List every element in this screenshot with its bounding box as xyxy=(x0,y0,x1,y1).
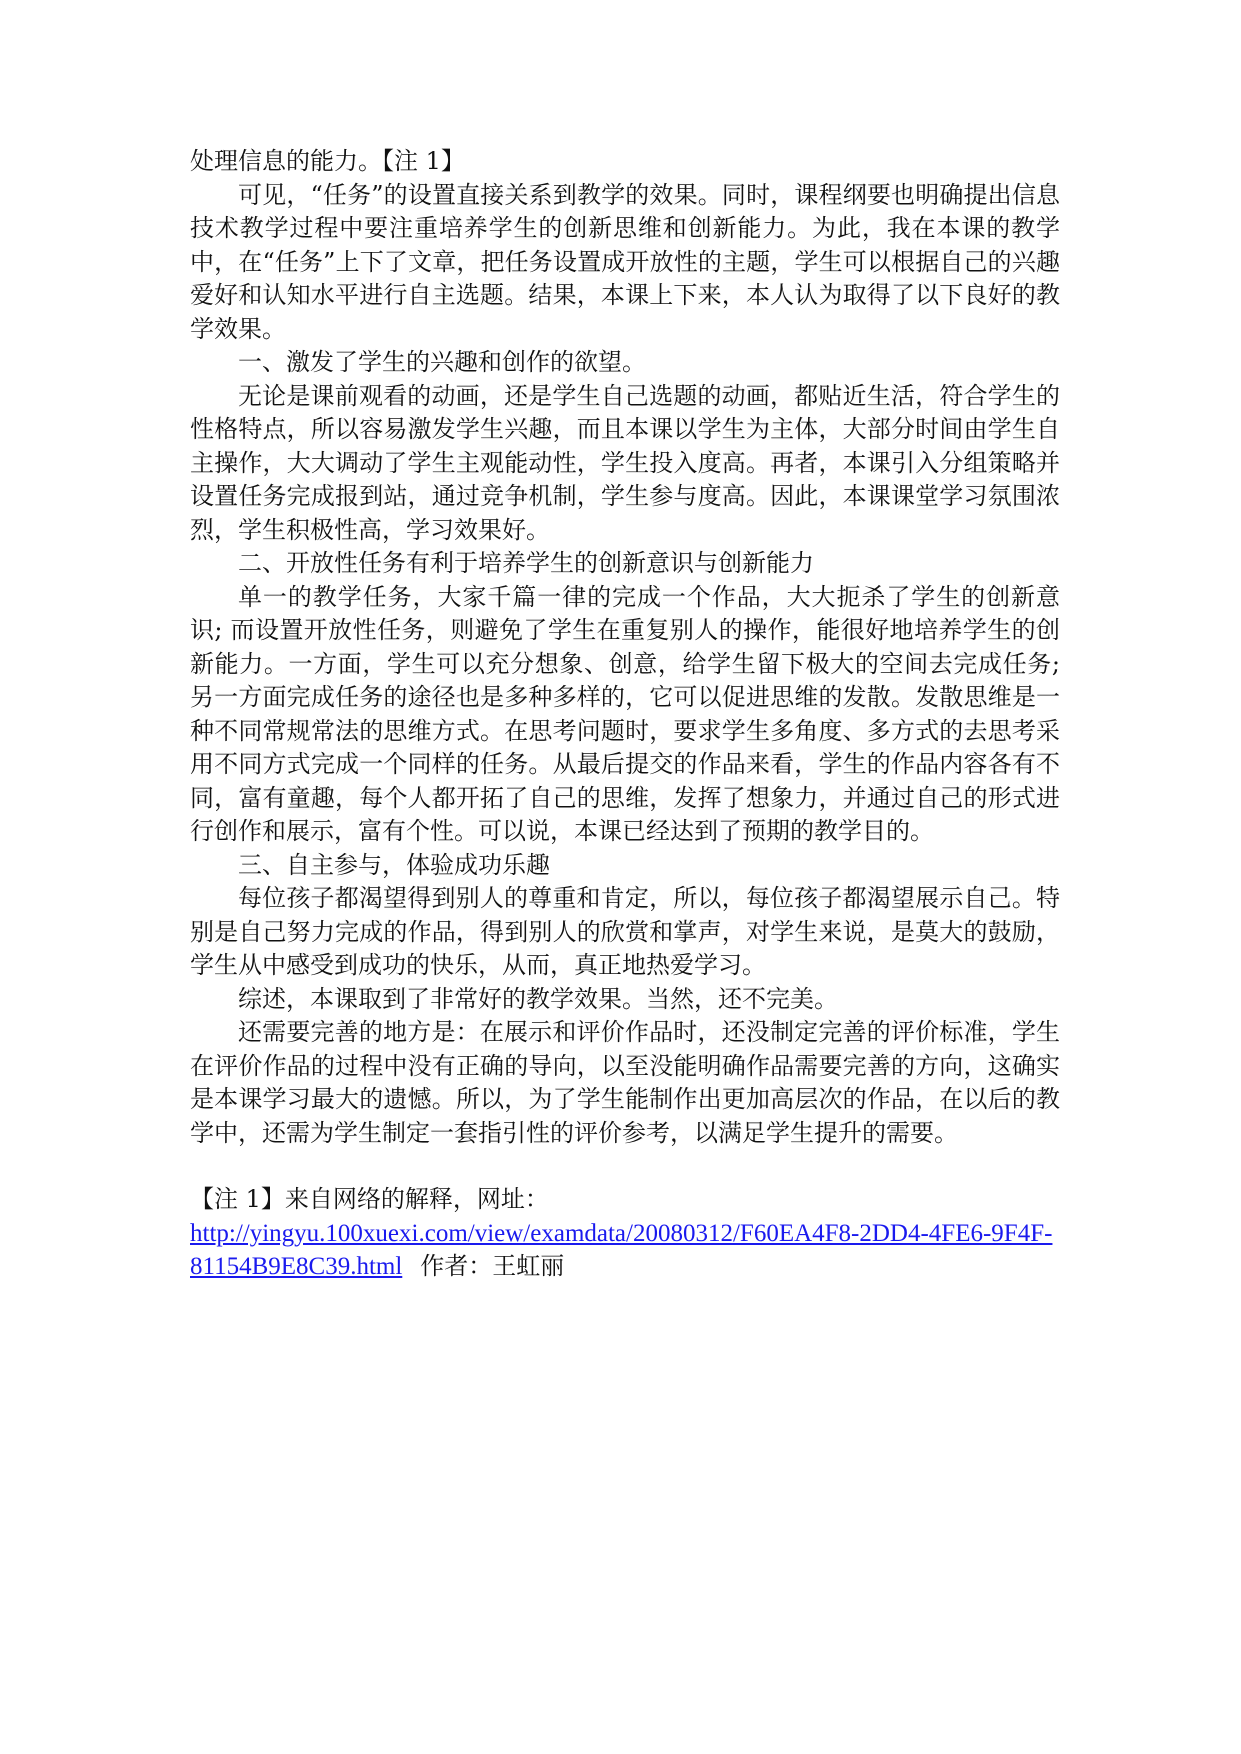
footnote xyxy=(190,1183,1060,1284)
section-heading-3: 三、自主参与，体验成功乐趣 xyxy=(238,850,550,879)
paragraph-continuation: 处理信息的能力。【注 1】 xyxy=(190,147,465,175)
footnote-url-link[interactable]: http://yingyu.100xuexi.com/view/examdata/20080312/F60EA4F8-2DD4-4FE6-9F4F-81154B9E8C39.html xyxy=(190,1219,1053,1280)
paragraph-section-1: 无论是课前观看的动画，还是学生自己选题的动画，都贴近生活，符合学生的性格特点，所以容易激发学生兴趣，而且本课以学生为主体，大部分时间由学生自主操作，大大调动了学生主观能动性，学生投入度高。再者，本课引入分组策略并设置任务完成报到站，通过竞争机制，学生参与度高。因此，本课课堂学习氛围浓烈，学生积极性高，学习效果好。 xyxy=(190,381,1060,544)
footnote-author: 作者：王虹丽 xyxy=(420,1252,565,1280)
section-heading-1: 一、激发了学生的兴趣和创作的欲望。 xyxy=(238,348,646,376)
section-heading-2: 二、开放性任务有利于培养学生的创新意识与创新能力 xyxy=(238,549,814,577)
paragraph-section-2: 单一的教学任务，大家千篇一律的完成一个作品，大大扼杀了学生的创新意识; 而设置开放性任务，则避免了学生在重复别人的操作，能很好地培养学生的创新能力。一方面，学生可以充分想象、创意，给学生留下极大的空间去完成任务; 另一方面完成任务的途径也是多种多样的，它可以促进思维的发散。发散思维是一种不同常规常法的思维方式。在思考问题时，要求学生多角度、多方式的去思考采用不同方式完成一个同样的任务。从最后提交的作品来看，学生的作品内容各有不同，富有童趣，每个人都开拓了自己的思维，发挥了想象力，并通过自己的形式进行创作和展示，富有个性。可以说，本课已经达到了预期的教学目的。 xyxy=(190,582,1060,845)
paragraph-intro: 可见，“任务”的设置直接关系到教学的效果。同时，课程纲要也明确提出信息技术教学过程中要注重培养学生的创新思维和创新能力。为此，我在本课的教学中，在“任务”上下了文章，把任务设置成开放性的主题，学生可以根据自己的兴趣爱好和认知水平进行自主选题。结果，本课上下来，本人认为取得了以下良好的教学效果。 xyxy=(190,180,1060,343)
paragraph-section-3: 每位孩子都渴望得到别人的尊重和肯定，所以，每位孩子都渴望展示自己。特别是自己努力完成的作品，得到别人的欣赏和掌声，对学生来说，是莫大的鼓励，学生从中感受到成功的快乐，从而，真正地热爱学习。 xyxy=(190,884,1060,979)
document-page xyxy=(190,145,1060,1284)
footnote-label: 【注 1】来自网络的解释，网址： xyxy=(190,1185,549,1213)
paragraph-summary: 综述，本课取到了非常好的教学效果。当然，还不完美。 xyxy=(238,984,838,1013)
paragraph-improvement: 还需要完善的地方是：在展示和评价作品时，还没制定完善的评价标准，学生在评价作品的过程中没有正确的导向，以至没能明确作品需要完善的方向，这确实是本课学习最大的遗憾。所以，为了学生能制作出更加高层次的作品，在以后的教学中，还需为学生制定一套指引性的评价参考，以满足学生提升的需要。 xyxy=(190,1018,1060,1147)
footnote-source xyxy=(190,1217,1060,1284)
